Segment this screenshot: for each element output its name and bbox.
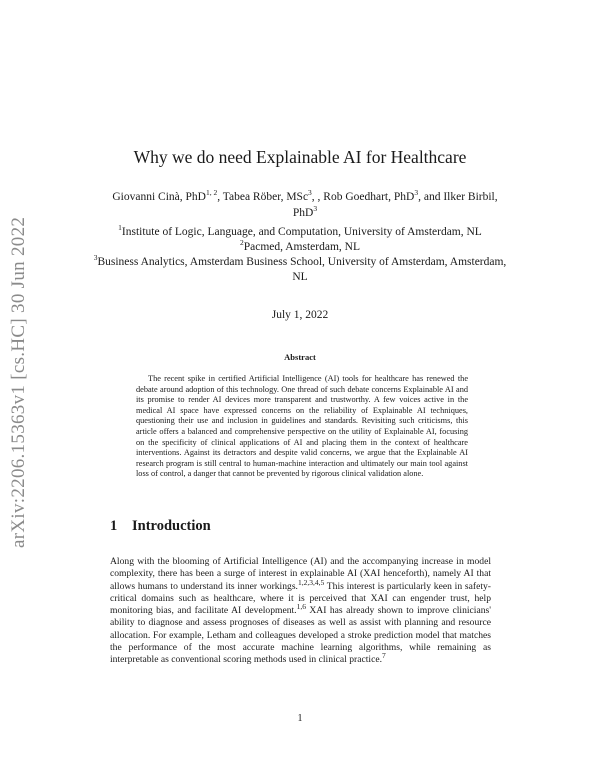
section-paragraph bbox=[110, 556, 491, 667]
section-title: Introduction bbox=[132, 518, 211, 534]
author-separator: , and bbox=[418, 191, 444, 203]
citation-marker: 7 bbox=[382, 651, 386, 661]
author-affiliation-marker: 3 bbox=[308, 188, 312, 198]
author-name: Tabea Röber, MSc bbox=[222, 191, 309, 203]
citation-marker: 1,6 bbox=[296, 602, 306, 611]
author-affiliation-marker: 1, 2 bbox=[205, 188, 218, 198]
paragraph-text: This interest is particularly keen in safety-critical domains such as healthcare, where it is perceived that XAI can engender trust, help monitoring bias, and facilitate AI development. bbox=[110, 580, 491, 617]
affiliation-text: Institute of Logic, Language, and Computation, University of Amsterdam, NL bbox=[121, 226, 482, 238]
affiliation-list bbox=[90, 225, 510, 285]
author-list bbox=[110, 189, 500, 221]
paragraph-text: Along with the blooming of Artificial Intelligence (AI) and the accompanying increase in model complexity, there has been a surge of interest in explainable AI (XAI henceforth), namely AI that allows humans to understand its inner workings. bbox=[110, 556, 491, 592]
author-affiliation-marker: 3 bbox=[313, 204, 318, 214]
author-name: Giovanni Cinà, PhD bbox=[112, 191, 206, 203]
publication-date: July 1, 2022 bbox=[271, 309, 329, 321]
affiliation-text: Business Analytics, Amsterdam Business School, University of Amsterdam, Amsterdam, NL bbox=[97, 256, 507, 283]
author-separator: , bbox=[217, 191, 223, 203]
author-name: Rob Goedhart, PhD bbox=[323, 191, 415, 203]
citation-marker: 1,2,3,4,5 bbox=[297, 577, 325, 587]
section-number: 1 bbox=[110, 518, 118, 534]
abstract-body bbox=[136, 374, 468, 480]
section-heading bbox=[110, 518, 211, 535]
affiliation-item bbox=[90, 255, 510, 285]
author-affiliation-marker: 3 bbox=[414, 188, 419, 198]
paper-title: Why we do need Explainable AI for Healthcare bbox=[133, 147, 467, 167]
affiliation-item bbox=[90, 240, 510, 255]
section-body bbox=[110, 556, 491, 667]
page-number: 1 bbox=[297, 713, 303, 724]
affiliation-marker: 1 bbox=[118, 223, 122, 233]
affiliation-marker: 2 bbox=[239, 238, 244, 248]
arxiv-identifier: arXiv:2206.15363v1 [cs.HC] 30 Jun 2022 bbox=[8, 216, 29, 548]
author-name: Ilker Birbil, PhD bbox=[292, 191, 498, 219]
affiliation-text: Pacmed, Amsterdam, NL bbox=[243, 241, 360, 253]
paragraph-text: XAI has already shown to improve clinicians' ability to diagnose and assess prognoses of diseases as well as assist with planning and resource allocation. For example, Letham and colleagues developed a stroke prediction model that matches the performance of the most accurate machine learning algorithms, while remaining as interpretable as conventional scoring methods used in clinical practice. bbox=[110, 605, 491, 666]
author-separator: , , bbox=[311, 191, 324, 203]
abstract-paragraph: The recent spike in certified Artificial Intelligence (AI) tools for healthcare has renewed the debate around adoption of this technology. One thread of such debate concerns Explainable AI and its promise to render AI devices more transparent and trustworthy. A few voices active in the medical AI space have expressed concerns on the reliability of Explainable AI techniques, questioning their use and inclusion in guidelines and standards. Revisiting such criticisms, this article offers a balanced and comprehensive perspective on the utility of Explainable AI, focusing on the specificity of clinical applications of AI and placing them in the context of healthcare interventions. Against its detractors and despite valid concerns, we argue that the Explainable AI research program is still central to human-machine interaction and ultimately our main tool against loss of control, a danger that cannot be prevented by rigorous clinical validation alone. bbox=[136, 374, 468, 479]
affiliation-marker: 3 bbox=[93, 253, 98, 263]
affiliation-item bbox=[90, 225, 510, 240]
abstract-heading: Abstract bbox=[284, 352, 316, 362]
